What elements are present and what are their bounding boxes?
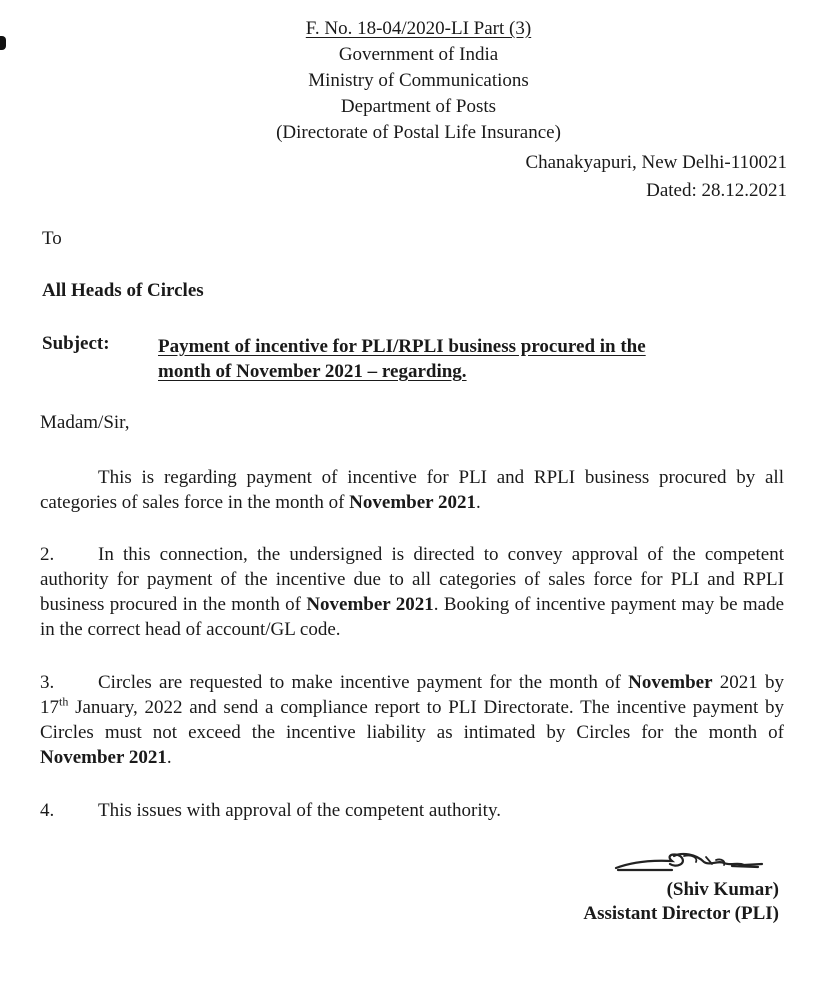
header-directorate: (Directorate of Postal Life Insurance) xyxy=(276,122,561,143)
header-government: Government of India xyxy=(338,44,499,65)
subject-line-1: Payment of incentive for PLI/RPLI business procured in the xyxy=(158,336,646,357)
subject-line-2: month of November 2021 – regarding. xyxy=(158,361,467,382)
subject-label: Subject: xyxy=(42,333,110,354)
file-number: F. No. 18-04/2020-LI Part (3) xyxy=(305,18,532,39)
paragraph-number: 4. xyxy=(40,800,55,821)
paragraph-2: 2. In this connection, the undersigned is directed to convey approval of the competent authority for payment of the incentive due to all categories of sales force for PLI and RPLI business procured in the month of November 2021. Booking of incentive payment may be made in the correct head of account/GL code. xyxy=(40,544,784,640)
date: Dated: 28.12.2021 xyxy=(646,180,787,201)
paragraph-1: This is regarding payment of incentive for PLI and RPLI business procured by all categories of sales force in the month of November 2021. xyxy=(40,467,784,513)
header-ministry: Ministry of Communications xyxy=(308,70,529,91)
to-label: To xyxy=(42,228,62,249)
addressee: All Heads of Circles xyxy=(42,280,204,301)
paragraph-number: 2. xyxy=(40,544,55,565)
header-department: Department of Posts xyxy=(340,96,497,117)
salutation: Madam/Sir, xyxy=(40,412,130,433)
signatory-name: (Shiv Kumar) xyxy=(666,879,779,900)
paragraph-3: 3. Circles are requested to make incentive payment for the month of November 2021 by 17th January, 2022 and send a compliance report to PLI Directorate. The incentive payment by Circles must not exceed the incentive liability as intimated by Circles for the month of November 2021. xyxy=(40,672,785,768)
paragraph-number: 3. xyxy=(40,672,55,693)
address: Chanakyapuri, New Delhi-110021 xyxy=(525,152,787,173)
signatory-designation: Assistant Director (PLI) xyxy=(583,903,779,924)
paragraph-4: 4. This issues with approval of the competent authority. xyxy=(40,800,501,821)
signature-image xyxy=(612,848,772,878)
